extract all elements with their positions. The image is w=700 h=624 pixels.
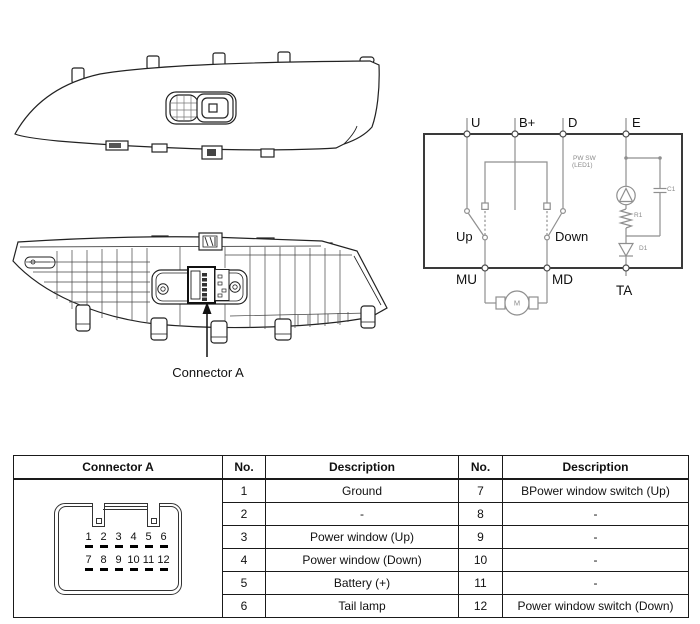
resistor-symbol: [621, 209, 632, 228]
cell-no: 10: [459, 549, 503, 572]
cell-no: 6: [223, 595, 266, 618]
connector-a-diagram: [54, 503, 182, 595]
pin-7: 7: [81, 554, 96, 572]
cell-no: 5: [223, 572, 266, 595]
connector-latch-line: [103, 509, 147, 510]
capacitor-label: C1: [667, 186, 676, 193]
cell-desc: BPower window switch (Up): [503, 479, 689, 503]
cell-no: 8: [459, 503, 503, 526]
terminal-label-bplus: B+: [519, 115, 536, 130]
cell-no: 12: [459, 595, 503, 618]
cell-desc: Power window (Down): [266, 549, 459, 572]
connector-a-area: [152, 267, 247, 304]
cell-desc: -: [503, 526, 689, 549]
connector-notch-right: [147, 503, 160, 527]
cell-no: 9: [459, 526, 503, 549]
pin-4: 4: [126, 531, 141, 549]
cell-desc: -: [503, 572, 689, 595]
diode-label: D1: [639, 245, 648, 252]
pin-10: 10: [126, 554, 141, 572]
terminal-label-md: MD: [552, 272, 573, 287]
switch-panel-front-view: [15, 52, 379, 159]
resistor-label: R1: [634, 212, 643, 219]
cell-desc: Ground: [266, 479, 459, 503]
header-desc-left: Description: [266, 456, 459, 480]
motor-symbol: [485, 268, 547, 315]
switch-label-down: Down: [555, 229, 589, 244]
capacitor-symbol: [654, 189, 667, 193]
switch-panel-rear-view: [13, 233, 387, 357]
pin-row-2: [81, 554, 171, 572]
pin-row-1: [81, 531, 171, 549]
header-no-right: No.: [459, 456, 503, 480]
cell-desc: Power window switch (Down): [503, 595, 689, 618]
pin-8: 8: [96, 554, 111, 572]
pin-12: 12: [156, 554, 171, 572]
terminal-label-u: U: [471, 115, 481, 130]
cell-no: 11: [459, 572, 503, 595]
table-row: [14, 479, 689, 503]
led-branch: [617, 134, 667, 276]
cell-no: 7: [459, 479, 503, 503]
pin-1: 1: [81, 531, 96, 549]
pin-2: 2: [96, 531, 111, 549]
connector-a-caption: Connector A: [172, 365, 244, 380]
table-header-row: [14, 456, 689, 480]
switch-label-up: Up: [456, 229, 473, 244]
cell-desc: -: [503, 549, 689, 572]
cell-no: 2: [223, 503, 266, 526]
header-connector: Connector A: [14, 456, 223, 480]
connector-diagram-cell: [14, 479, 223, 618]
pin-3: 3: [111, 531, 126, 549]
connector-pin-table: [13, 455, 689, 618]
cell-desc: Power window (Up): [266, 526, 459, 549]
connector-notch-left: [92, 503, 105, 527]
connector-inner-wall: [58, 506, 179, 591]
pin-5: 5: [141, 531, 156, 549]
terminal-label-mu: MU: [456, 272, 477, 287]
window-switch-knob: [166, 92, 236, 124]
cell-desc: Battery (+): [266, 572, 459, 595]
diode-symbol: [619, 244, 633, 257]
terminal-label-e: E: [632, 115, 641, 130]
cell-desc: Tail lamp: [266, 595, 459, 618]
motor-label: M: [513, 298, 521, 308]
pin-6: 6: [156, 531, 171, 549]
cell-no: 1: [223, 479, 266, 503]
terminal-label-ta: TA: [616, 283, 633, 298]
pin-9: 9: [111, 554, 126, 572]
header-no-left: No.: [223, 456, 266, 480]
pw-sw-note-line2: (LED1): [572, 162, 593, 169]
cell-desc: -: [266, 503, 459, 526]
cell-no: 4: [223, 549, 266, 572]
header-desc-right: Description: [503, 456, 689, 480]
cell-no: 3: [223, 526, 266, 549]
terminal-label-d: D: [568, 115, 578, 130]
cell-desc: -: [503, 503, 689, 526]
pin-11: 11: [141, 554, 156, 572]
pw-sw-note-line1: PW SW: [573, 155, 596, 162]
